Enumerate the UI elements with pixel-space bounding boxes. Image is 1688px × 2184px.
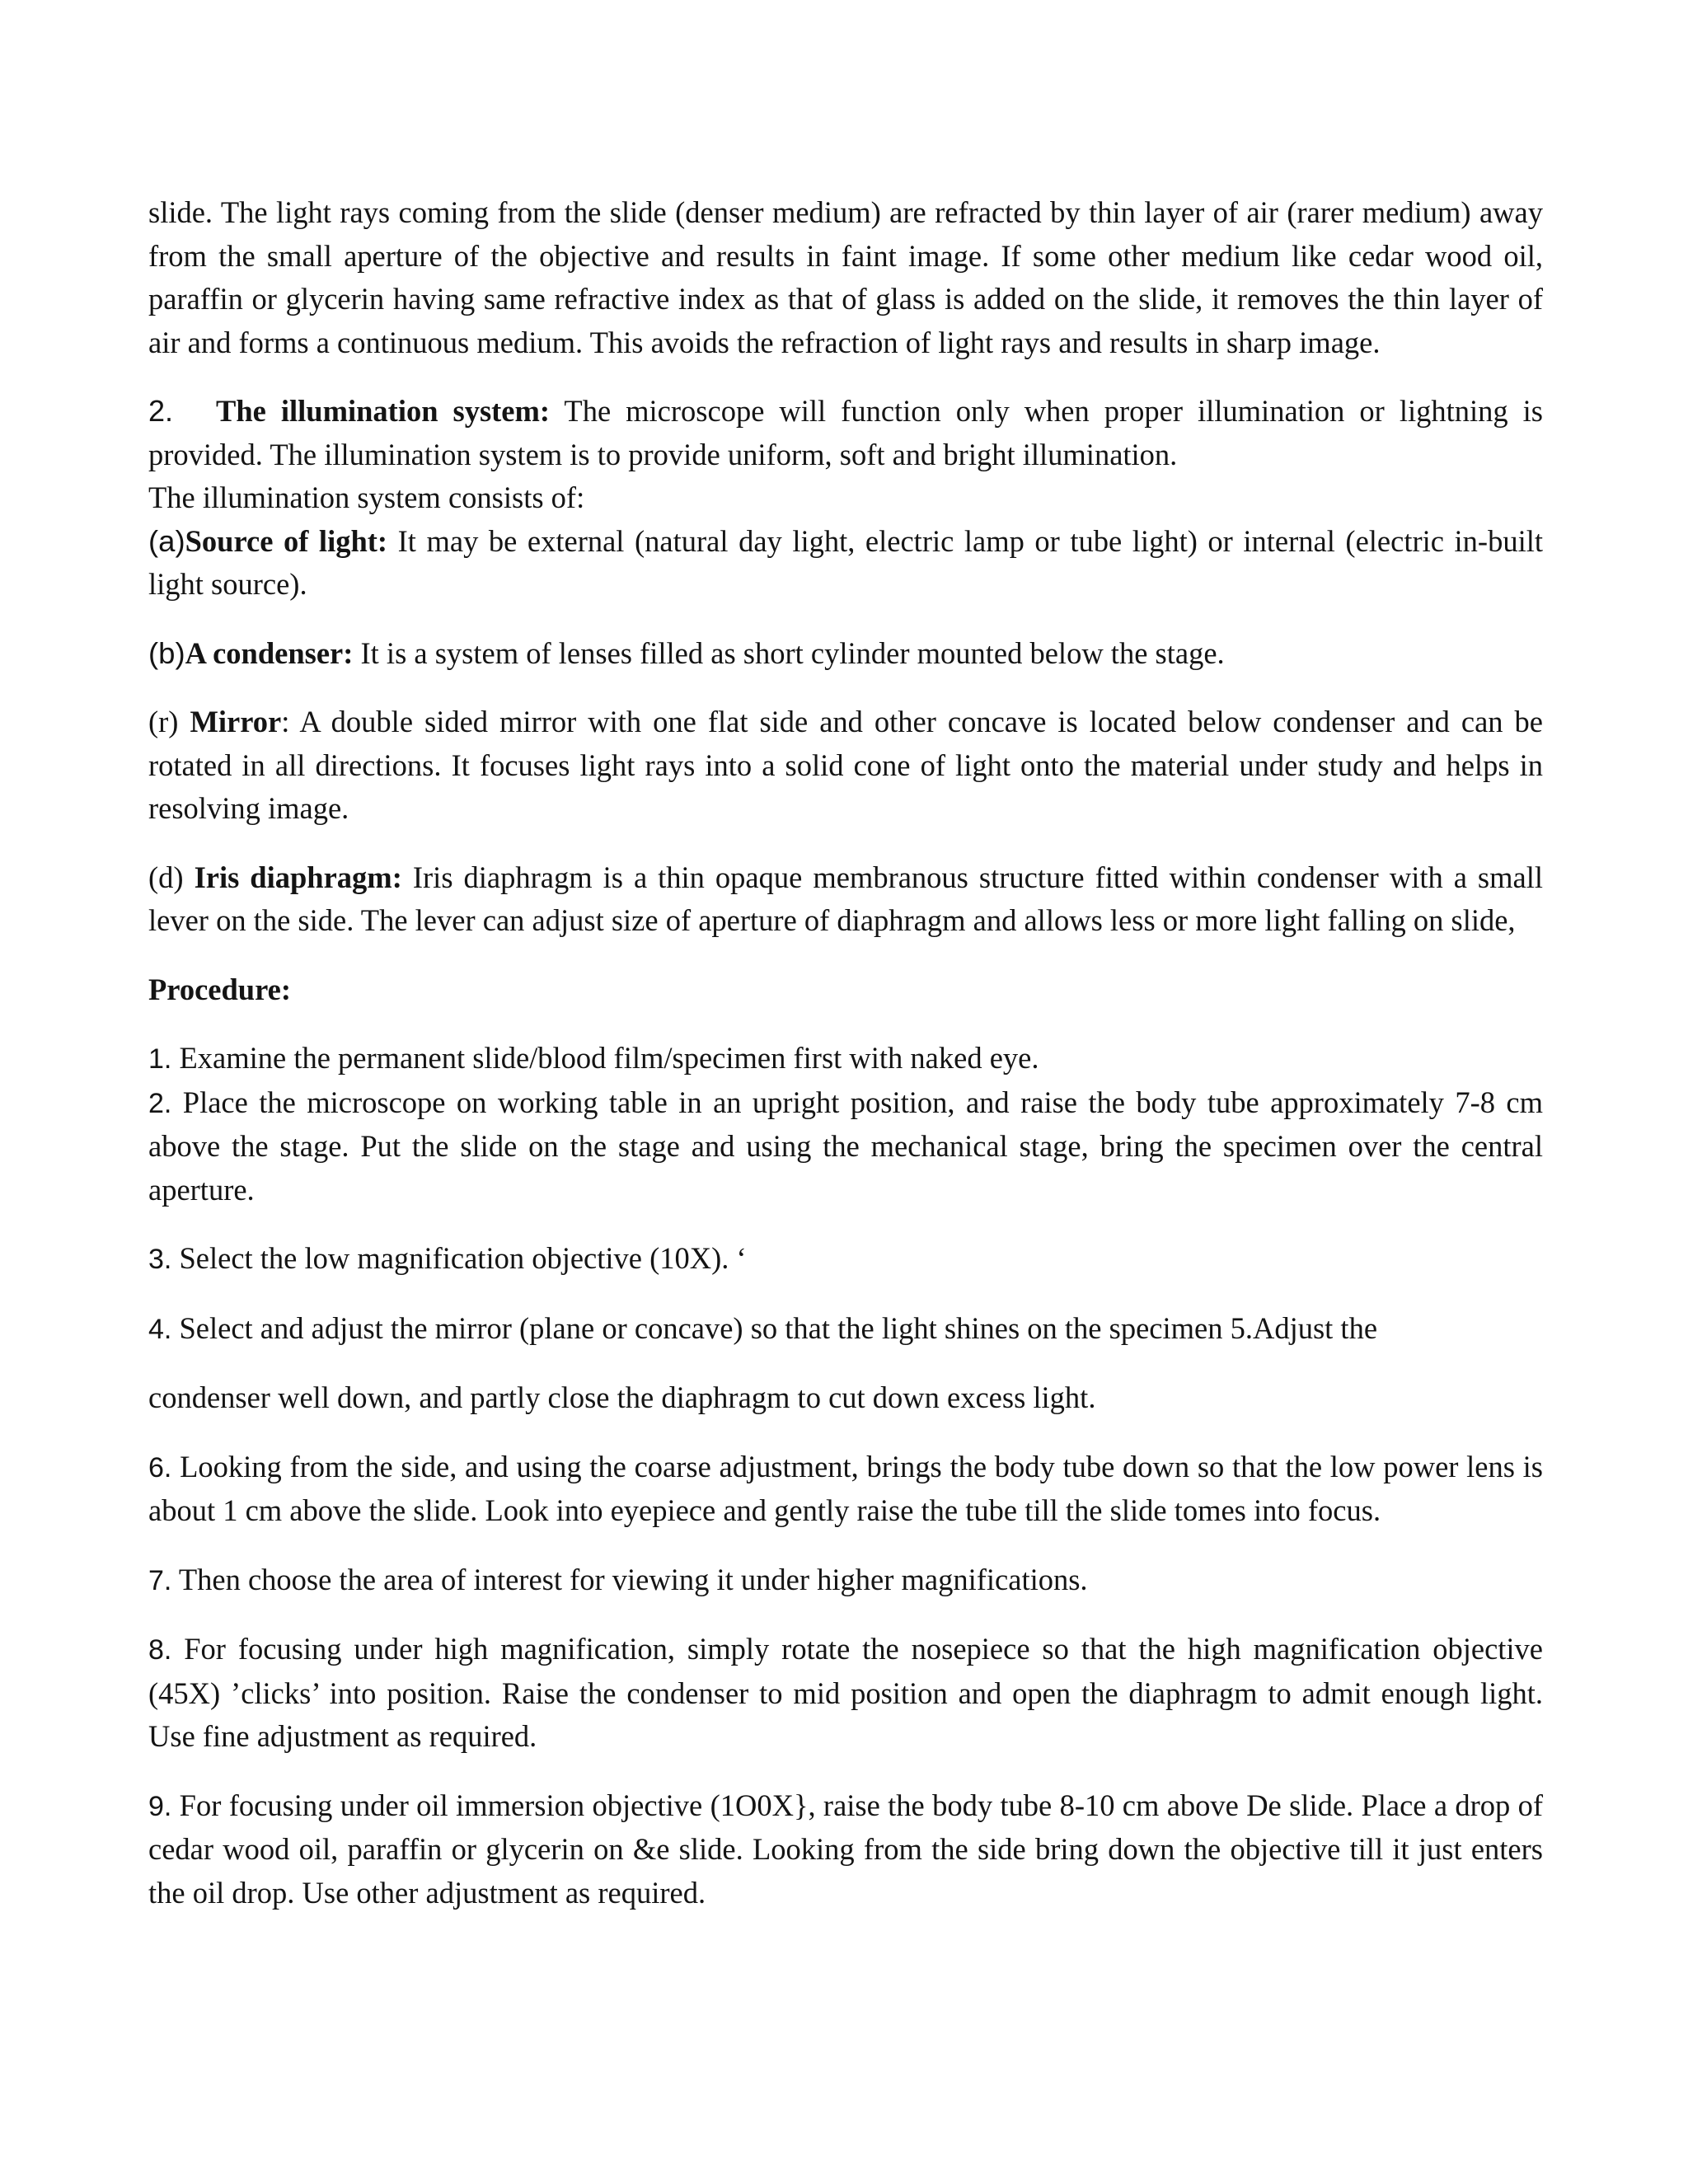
step-number: 4. <box>148 1313 172 1345</box>
item-text: It may be external (natural day light, electric lamp or tube light) or internal (electric in-built light source). <box>148 523 1543 601</box>
procedure-step <box>148 1628 1543 1759</box>
procedure-step <box>148 1307 1543 1352</box>
item-text: : A double sided mirror with one flat side and other concave is located below condenser and can be rotated in all directions. It focuses light rays into a solid cone of light onto the material under study and helps in resolving image. <box>148 705 1543 825</box>
illumination-title: The illumination system: <box>216 394 551 428</box>
step-number: 8. <box>148 1634 172 1666</box>
illumination-item-iris <box>148 856 1543 943</box>
procedure-step-continuation <box>148 1376 1543 1420</box>
illumination-item-condenser <box>148 632 1543 676</box>
illumination-consists <box>148 476 1543 520</box>
item-text: It is a system of lenses filled as short cylinder mounted below the stage. <box>353 635 1225 670</box>
illumination-number: 2. <box>148 394 174 428</box>
document-page <box>148 191 1543 1940</box>
procedure-step <box>148 1784 1543 1915</box>
intro-paragraph <box>148 191 1543 364</box>
item-marker: (a) <box>148 523 185 558</box>
step-text: Examine the permanent slide/blood film/specimen first with naked eye. <box>171 1041 1039 1075</box>
step-text: Looking from the side, and using the coarse adjustment, brings the body tube down so that the low power lens is about 1 cm above the slide. Look into eyepiece and gently raise the tube till the slide tomes into focus. <box>148 1449 1543 1527</box>
illumination-consists-text: The illumination system consists of: <box>148 480 585 514</box>
illumination-item-source <box>148 520 1543 607</box>
procedure-heading: Procedure: <box>148 972 291 1006</box>
step-number: 7. <box>148 1564 172 1596</box>
step-text: For focusing under high magnification, simply rotate the nosepiece so that the high magnification objective (45X) ’clicks’ into position. Raise the condenser to mid position and open the diaphragm to admit enough light. Use fine adjustment as required. <box>148 1632 1543 1753</box>
step-number: 6. <box>148 1451 172 1483</box>
step-text: Select and adjust the mirror (plane or concave) so that the light shines on the specimen 5.Adjust the <box>171 1310 1378 1345</box>
step-number: 9. <box>148 1790 172 1822</box>
procedure-step <box>148 1237 1543 1282</box>
illumination-paragraph <box>148 390 1543 476</box>
step-text: Place the microscope on working table in an upright position, and raise the body tube approximately 7-8 cm above the stage. Put the slide on the stage and using the mechanical stage, bring the specimen over the central aperture. <box>148 1085 1543 1207</box>
step-number: 3. <box>148 1244 172 1275</box>
illumination-item-mirror <box>148 701 1543 831</box>
step-text: For focusing under oil immersion objective (1O0X}, raise the body tube 8-10 cm above De slide. Place a drop of cedar wood oil, paraffin or glycerin on &e slide. Looking from the side bring down the objective till it just enters the oil drop. Use other adjustment as required. <box>148 1788 1543 1910</box>
item-title: Iris diaphragm: <box>194 860 402 894</box>
step-text: condenser well down, and partly close the diaphragm to cut down excess light. <box>148 1380 1096 1414</box>
item-text: Iris diaphragm is a thin opaque membranous structure fitted within condenser with a small lever on the side. The lever can adjust size of aperture of diaphragm and allows less or more light falling on slide, <box>148 860 1543 937</box>
procedure-step <box>148 1037 1543 1081</box>
step-text: Select the low magnification objective (10X). ‘ <box>171 1241 747 1275</box>
item-marker: (r) <box>148 705 190 738</box>
item-marker: (b) <box>148 635 185 670</box>
step-number: 2. <box>148 1087 172 1119</box>
item-title: A condenser: <box>185 635 354 670</box>
item-title: Mirror <box>190 705 282 738</box>
item-title: Source of light: <box>185 523 388 558</box>
procedure-step <box>148 1446 1543 1533</box>
step-text: Then choose the area of interest for viewing it under higher magnifications. <box>171 1562 1088 1596</box>
step-number: 1. <box>148 1043 172 1075</box>
illumination-text: The microscope will function only when proper illumination or lightning is provided. The illumination system is to provide uniform, soft and bright illumination. <box>148 394 1543 471</box>
procedure-step <box>148 1081 1543 1212</box>
item-marker: (d) <box>148 860 195 894</box>
intro-text: slide. The light rays coming from the slide (denser medium) are refracted by thin layer of air (rarer medium) away from the small aperture of the objective and results in faint image. If some other medium like cedar wood oil, paraffin or glycerin having same refractive index as that of glass is added on the slide, it removes the thin layer of air and forms a continuous medium. This avoids the refraction of light rays and results in sharp image. <box>148 195 1543 359</box>
procedure-step <box>148 1558 1543 1603</box>
